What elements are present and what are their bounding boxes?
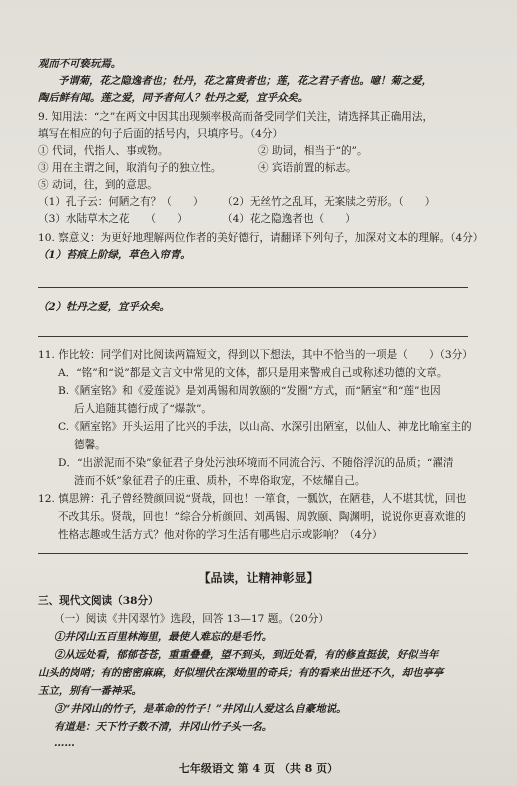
q11-option-b: B.《陋室铭》和《爱莲说》是刘禹锡和周敦颐的“发圈”方式，而“陋室”和“莲”也因 (58, 385, 441, 397)
passage-line: 予谓菊，花之隐逸者也；牡丹，花之富贵者也；莲，花之君子者也。噫！菊之爱， (58, 75, 433, 87)
q11-option-c: 德馨。 (74, 439, 106, 451)
q10-sentence: （2）牡丹之爱，宜乎众矣。 (38, 301, 170, 313)
q11-option-b: 后人追随其德行成了“爆款”。 (74, 403, 212, 415)
q9-option: ④ 宾语前置的标志。 (258, 162, 357, 174)
passage-para: ③“井冈山的竹子，是革命的竹子！”井冈山人爱这么自豪地说。 (54, 703, 347, 715)
q9-option: ⑤ 动词，往，到的意思。 (38, 179, 158, 191)
answer-line (38, 336, 468, 337)
passage-line: 观而不可亵玩焉。 (38, 58, 122, 70)
q9-item: （4）花之隐逸者也（ ） (222, 213, 356, 225)
q11-option-c: C.《陋室铭》开头运用了比兴的手法，以山高、水深引出陋室，以仙人、神龙比喻室主的 (58, 421, 472, 433)
q12-stem: 12. 慎思辨：孔子曾经赞颜回说“贤哉，回也！一箪食，一瓢饮，在陋巷，人不堪其忧，回也 (38, 493, 467, 505)
page-footer: 七年级语文 第 4 页 （共 8 页） (178, 762, 339, 775)
part3-heading: 三、现代文阅读（38分） (38, 595, 159, 607)
section-title: 【品读，让精神彰显】 (198, 571, 319, 585)
passage-ellipsis: …… (54, 737, 75, 749)
part3-sub: （一）阅读《井冈翠竹》选段，回答 13—17 题。（20分） (54, 613, 329, 625)
passage-para: ②从远处看，郁郁苍苍，重重叠叠，望不到头，到近处看，有的修直挺拔，好似当年 (54, 649, 439, 661)
q10-stem: 10. 察意义：为更好地理解两位作者的美好德行，请翻译下列句子，加深对文本的理解。（4分） (38, 232, 484, 244)
q10-sentence: （1）苔痕上阶绿，草色入帘青。 (38, 249, 191, 261)
passage-para: 有道是：天下竹子数不清，井冈山竹子头一名。 (54, 721, 273, 733)
q9-option: ② 助词，相当于“的”。 (258, 145, 368, 157)
q11-option-a: A．“铭”和“说”都是文言文中常见的文体，都只是用来警戒自己或称述功德的文章。 (58, 367, 448, 379)
q11-option-d: D．“出淤泥而不染”象征君子身处污浊环境而不同流合污、不随俗浮沉的品质；“濯清 (58, 457, 454, 469)
answer-line (38, 287, 468, 288)
answer-line (38, 553, 468, 554)
passage-line: 陶后鲜有闻。莲之爱，同予者何人？牡丹之爱，宜乎众矣。 (38, 92, 309, 104)
q12-stem: 不改其乐。贤哉，回也！”综合分析颜回、刘禹锡、周敦颐、陶渊明，说说你更喜欢谁的 (58, 511, 466, 523)
q9-stem: 填写在相应的句子后面的括号内，只填序号。（4分） (38, 128, 284, 140)
q9-item: （2）无丝竹之乱耳，无案牍之劳形。（ ） (222, 196, 436, 208)
q11-option-d: 涟而不妖”象征君子的庄重、质朴，不卑俗取宠，不炫耀自己。 (74, 475, 366, 487)
q12-stem: 性格志趣或生活方式？他对你的学习生活有哪些启示或影响？（4分） (58, 529, 383, 541)
q9-item: （3）水陆草木之花 （ ） (38, 213, 188, 225)
q9-item: （1）孔子云：何陋之有？（ ） (38, 196, 204, 208)
q11-stem: 11. 作比较：同学们对比阅读两篇短文，得到以下想法，其中不恰当的一项是（ ）（3分） (38, 349, 473, 361)
passage-para: 玉立，别有一番神采。 (38, 685, 142, 697)
passage-para: 山头的岗哨；有的密密麻麻，好似埋伏在深坳里的奇兵；有的看来出世还不久，却也亭亭 (38, 667, 444, 679)
q9-stem: 9. 知用法：“之”在两文中因其出现频率极高而备受同学们关注，请选择其正确用法， (38, 111, 434, 123)
q9-option: ① 代词，代指人、事或物。 (38, 145, 169, 157)
passage-para: ①井冈山五百里林海里，最使人难忘的是毛竹。 (54, 631, 273, 643)
q9-option: ③ 用在主谓之间，取消句子的独立性。 (38, 162, 222, 174)
